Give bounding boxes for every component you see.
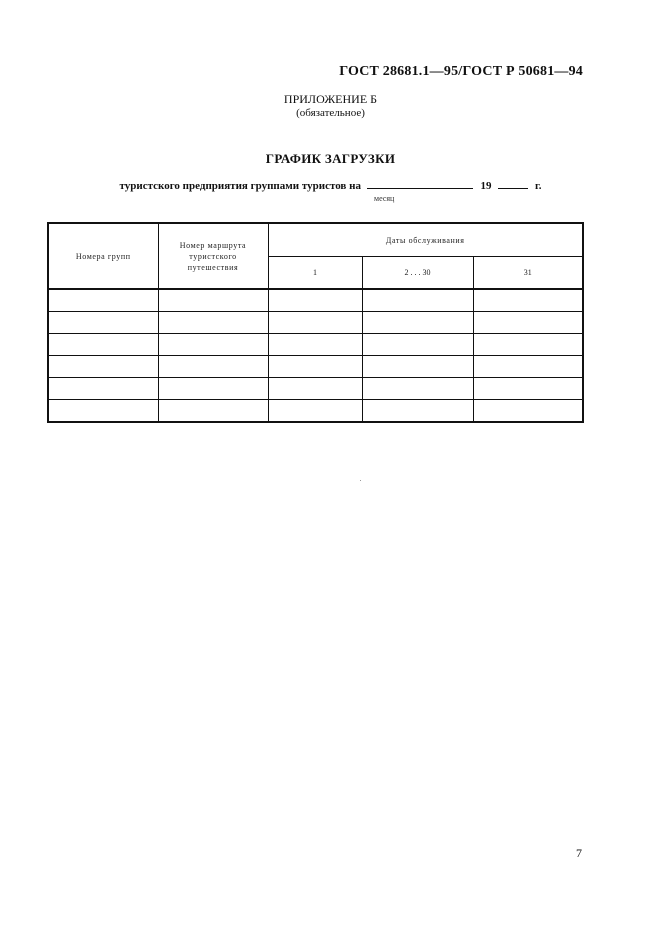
table-cell[interactable] bbox=[473, 312, 583, 334]
table-cell[interactable] bbox=[158, 312, 268, 334]
appendix-status: (обязательное) bbox=[296, 107, 365, 119]
table-cell[interactable] bbox=[268, 356, 362, 378]
table-row bbox=[48, 289, 583, 312]
scan-speck bbox=[360, 480, 361, 481]
table-cell[interactable] bbox=[362, 334, 473, 356]
table-cell[interactable] bbox=[362, 378, 473, 400]
appendix-label: ПРИЛОЖЕНИЕ Б bbox=[283, 92, 378, 106]
table-row bbox=[48, 378, 583, 400]
table-cell[interactable] bbox=[48, 378, 158, 400]
month-blank[interactable] bbox=[367, 178, 473, 189]
header-group-numbers: Номера групп bbox=[48, 223, 158, 289]
table-cell[interactable] bbox=[362, 356, 473, 378]
table-cell[interactable] bbox=[473, 400, 583, 423]
table-cell[interactable] bbox=[158, 400, 268, 423]
table-cell[interactable] bbox=[158, 356, 268, 378]
schedule-table bbox=[47, 222, 584, 423]
month-hint: месяц bbox=[374, 194, 395, 203]
table-cell[interactable] bbox=[158, 378, 268, 400]
table-cell[interactable] bbox=[268, 400, 362, 423]
table-cell[interactable] bbox=[158, 334, 268, 356]
table-cell[interactable] bbox=[268, 378, 362, 400]
table-cell[interactable] bbox=[48, 400, 158, 423]
year-blank[interactable] bbox=[498, 178, 528, 189]
table-cell[interactable] bbox=[48, 356, 158, 378]
subtitle-prefix: туристского предприятия группами туристов на bbox=[119, 180, 361, 192]
year-prefix: 19 bbox=[480, 180, 492, 192]
page-title: ГРАФИК ЗАГРУЗКИ bbox=[265, 151, 396, 166]
header-date-range: 2 . . . 30 bbox=[362, 257, 473, 290]
table-cell[interactable] bbox=[158, 289, 268, 312]
table-cell[interactable] bbox=[268, 312, 362, 334]
table-cell[interactable] bbox=[473, 378, 583, 400]
appendix-heading bbox=[0, 92, 661, 120]
table-cell[interactable] bbox=[473, 334, 583, 356]
table-cell[interactable] bbox=[268, 334, 362, 356]
table-row bbox=[48, 334, 583, 356]
header-date-first: 1 bbox=[268, 257, 362, 290]
form-subtitle bbox=[0, 178, 661, 192]
header-date-last: 31 bbox=[473, 257, 583, 290]
table-cell[interactable] bbox=[362, 400, 473, 423]
table-cell[interactable] bbox=[362, 289, 473, 312]
table-cell[interactable] bbox=[48, 289, 158, 312]
table-cell[interactable] bbox=[473, 356, 583, 378]
table-cell[interactable] bbox=[362, 312, 473, 334]
table-cell[interactable] bbox=[473, 289, 583, 312]
page-number: 7 bbox=[576, 846, 582, 860]
header-route-number: Номер маршрута туристского путешествия bbox=[158, 223, 268, 289]
table-row bbox=[48, 356, 583, 378]
header-service-dates: Даты обслуживания bbox=[268, 223, 583, 257]
document-code: ГОСТ 28681.1—95/ГОСТ Р 50681—94 bbox=[339, 64, 583, 79]
year-suffix: г. bbox=[534, 180, 542, 192]
table-cell[interactable] bbox=[48, 312, 158, 334]
table-row bbox=[48, 400, 583, 423]
table-cell[interactable] bbox=[48, 334, 158, 356]
table-cell[interactable] bbox=[268, 289, 362, 312]
table-row bbox=[48, 312, 583, 334]
